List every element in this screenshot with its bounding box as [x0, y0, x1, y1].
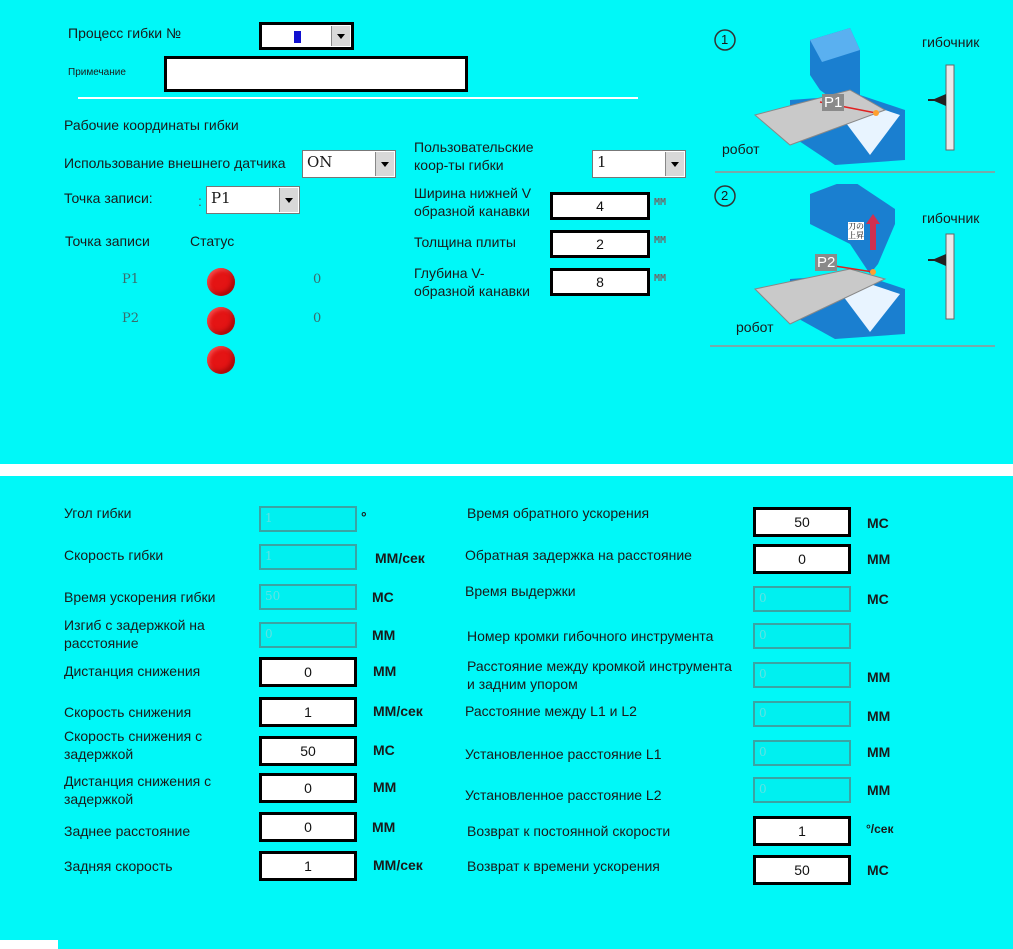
bender-label: гибочник	[922, 34, 980, 50]
top-panel	[0, 0, 1013, 464]
param-unit: ММ/сек	[373, 857, 423, 873]
param-label: Возврат к времени ускорения	[467, 858, 660, 874]
v-width-input[interactable]: 4	[550, 192, 650, 220]
tool-lift-line1: 刀の	[848, 222, 864, 231]
param-unit: ММ	[373, 779, 397, 795]
bending-diagram-step2	[710, 184, 1000, 354]
record-point-select[interactable]	[206, 186, 300, 214]
note-input[interactable]	[164, 56, 468, 92]
param-label: Обратная задержка на расстояние	[465, 547, 692, 563]
param-label: Возврат к постоянной скорости	[467, 823, 671, 839]
work-coords-heading: Рабочие координаты гибки	[64, 117, 239, 133]
param-unit: ММ	[373, 663, 397, 679]
param-label: Изгиб с задержкой на расстояние	[64, 617, 205, 651]
set-distance-l1-input[interactable]: 0	[753, 740, 851, 766]
status-led	[207, 268, 235, 296]
v-depth-label: Глубина V-образной канавки	[414, 265, 530, 299]
param-unit: ММ	[372, 819, 396, 835]
bottom-panel	[0, 476, 1013, 949]
param-label: Заднее расстояние	[64, 823, 191, 839]
plate-thickness-label: Толщина плиты	[414, 234, 516, 250]
param-label: Скорость снижения с задержкой	[64, 728, 203, 762]
process-label: Процесс гибки №	[68, 25, 181, 41]
param-unit: ММ	[867, 669, 891, 685]
external-sensor-value: ON	[307, 153, 333, 171]
user-coords-select[interactable]	[592, 150, 686, 178]
param-unit: ММ	[867, 551, 891, 567]
param-label: Угол гибки	[64, 505, 132, 521]
bottom-strip	[0, 940, 58, 949]
bending-diagram-step1	[710, 20, 1000, 180]
bend-speed-input[interactable]: 1	[259, 544, 357, 570]
param-label: Установленное расстояние L1	[465, 746, 662, 762]
text-cursor	[294, 31, 301, 43]
descent-distance-input[interactable]: 0	[259, 657, 357, 687]
chevron-down-icon[interactable]	[665, 152, 684, 176]
param-unit: ММ	[867, 744, 891, 760]
step1-number: 1	[721, 32, 729, 47]
param-unit: МС	[867, 591, 889, 607]
v-depth-input[interactable]: 8	[550, 268, 650, 296]
v-width-unit: ММ	[654, 197, 667, 208]
hold-time-input[interactable]: 0	[753, 586, 851, 612]
param-label: Скорость гибки	[64, 547, 164, 563]
param-unit: ММ	[867, 782, 891, 798]
return-delay-distance-input[interactable]: 0	[753, 544, 851, 574]
param-label: Дистанция снижения	[64, 663, 201, 679]
record-point-value: P1	[211, 189, 231, 207]
divider	[78, 97, 638, 99]
param-unit: °/сек	[866, 822, 894, 836]
p2-label: P2	[817, 254, 836, 271]
param-label: Задняя скорость	[64, 858, 173, 874]
process-number-select[interactable]	[259, 22, 354, 50]
param-label: Время выдержки	[465, 583, 576, 599]
plate-thickness-unit: ММ	[654, 235, 667, 246]
status-row-point: P2	[122, 311, 140, 326]
record-point-separator: :	[198, 193, 202, 209]
return-accel-time2-input[interactable]: 50	[753, 855, 851, 885]
tool-lift-line2: 上昇	[848, 231, 864, 240]
param-unit: ММ/сек	[375, 550, 425, 566]
robot-label: робот	[722, 141, 760, 157]
bend-accel-time-input[interactable]: 50	[259, 584, 357, 610]
param-label: Установленное расстояние L2	[465, 787, 662, 803]
param-unit: МС	[867, 862, 889, 878]
back-speed-input[interactable]: 1	[259, 851, 357, 881]
bend-angle-input[interactable]: 1	[259, 506, 357, 532]
status-led	[207, 307, 235, 335]
param-label: Номер кромки гибочного инструмента	[467, 628, 714, 644]
param-unit: ММ/сек	[373, 703, 423, 719]
back-distance-input[interactable]: 0	[259, 812, 357, 842]
delayed-descent-speed-input[interactable]: 50	[259, 736, 357, 766]
param-label: Скорость снижения	[64, 704, 192, 720]
external-sensor-label: Использование внешнего датчика	[64, 155, 286, 171]
tool-backgauge-distance-input[interactable]: 0	[753, 662, 851, 688]
descent-speed-input[interactable]: 1	[259, 697, 357, 727]
param-unit: МС	[373, 742, 395, 758]
tool-lift-annotation	[848, 222, 864, 240]
param-label: Время обратного ускорения	[467, 505, 650, 521]
status-col-status: Статус	[190, 233, 235, 249]
robot-label: робот	[736, 319, 774, 335]
param-unit: ММ	[867, 708, 891, 724]
param-label: Расстояние между L1 и L2	[465, 703, 637, 719]
param-unit: МС	[867, 515, 889, 531]
user-coords-value: 1	[597, 153, 607, 171]
delayed-descent-distance-input[interactable]: 0	[259, 773, 357, 803]
v-width-label: Ширина нижней V образной канавки	[414, 185, 532, 219]
user-coords-label: Пользовательские коор-ты гибки	[414, 139, 534, 173]
status-col-point: Точка записи	[65, 233, 150, 249]
return-accel-time-input[interactable]: 50	[753, 507, 851, 537]
param-label: Расстояние между кромкой инструмента и задним упором	[467, 658, 732, 692]
chevron-down-icon[interactable]	[279, 188, 298, 212]
p1-label: P1	[824, 94, 843, 111]
status-row-value: 0	[313, 272, 322, 287]
param-unit: °	[361, 509, 367, 525]
param-label: Дистанция снижения с задержкой	[64, 773, 212, 807]
external-sensor-select[interactable]	[302, 150, 396, 178]
status-row-point: P1	[122, 272, 140, 287]
v-depth-unit: ММ	[654, 273, 667, 284]
status-row-value: 0	[313, 311, 322, 326]
status-led	[207, 346, 235, 374]
l1-l2-distance-input[interactable]: 0	[753, 701, 851, 727]
chevron-down-icon[interactable]	[331, 26, 350, 46]
delay-bend-distance-input[interactable]: 0	[259, 622, 357, 648]
note-label: Примечание	[68, 67, 126, 78]
param-unit: МС	[372, 589, 394, 605]
record-point-label: Точка записи:	[64, 190, 153, 206]
plate-thickness-input[interactable]: 2	[550, 230, 650, 258]
step2-number: 2	[721, 188, 729, 203]
chevron-down-icon[interactable]	[375, 152, 394, 176]
param-label: Время ускорения гибки	[64, 589, 216, 605]
return-const-speed-input[interactable]: 1	[753, 816, 851, 846]
param-unit: ММ	[372, 627, 396, 643]
bender-label: гибочник	[922, 210, 980, 226]
set-distance-l2-input[interactable]: 0	[753, 777, 851, 803]
tool-edge-number-input[interactable]: 0	[753, 623, 851, 649]
